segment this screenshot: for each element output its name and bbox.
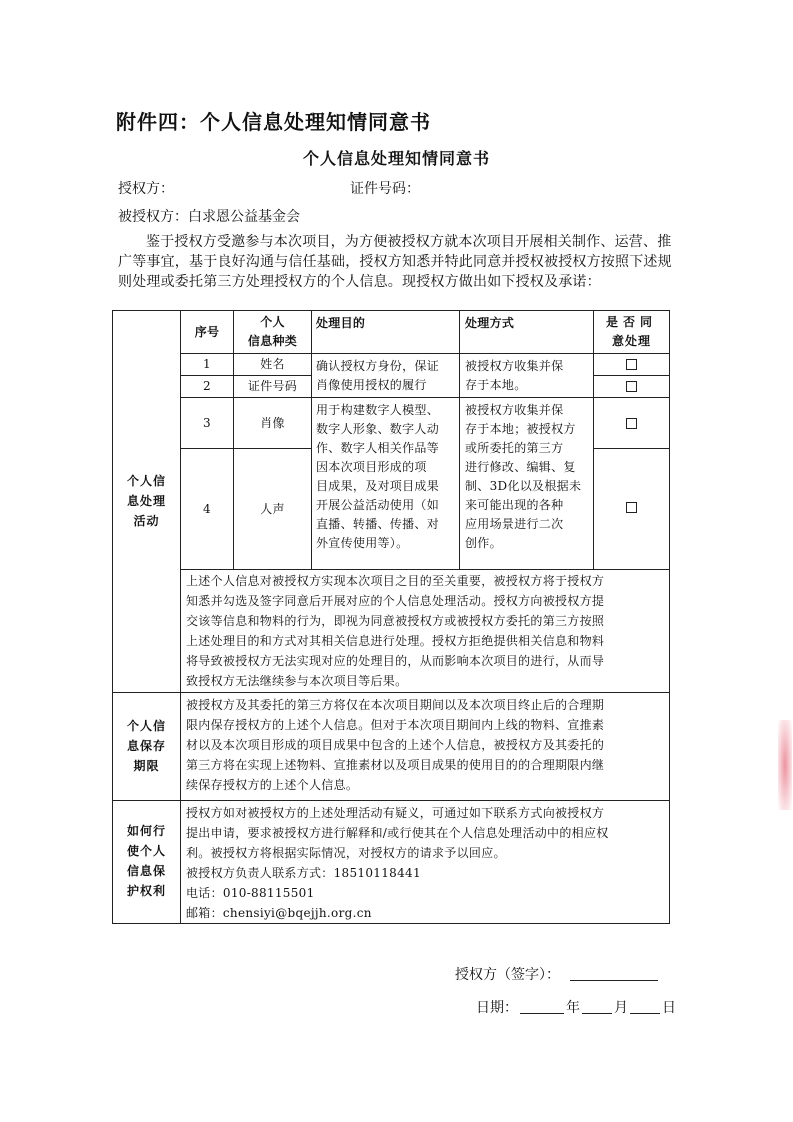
day-label: 日 [662,1000,676,1016]
intro-paragraph: 鉴于授权方受邀参与本次项目，为方便被授权方就本次项目开展相关制作、运营、推广等事宜，基于良好沟通与信任基础，授权方知悉并特此同意并授权被授权方按照下述规则处理或委托第三方处理授权方的个人信息。现授权方做出如下授权及承诺： [118,234,672,290]
row-4-type: 人声 [260,501,285,516]
document-title: 个人信息处理知情同意书 [302,149,490,168]
consent-checkbox-name[interactable] [626,359,637,370]
contact-phone-mobile: 被授权方负责人联系方式：18510118441 [186,866,421,880]
header-info-type: 个人 信息种类 [247,315,298,348]
header-method: 处理方式 [465,316,515,330]
id-number-label: 证件号码： [350,181,420,197]
section-label-rights: 如何行 使个人 信息保 护权利 [126,824,166,898]
consent-checkbox-voice[interactable] [626,502,637,513]
row-2-seq: 2 [203,379,211,393]
purpose-identity: 确认授权方身份，保证 肖像使用授权的履行 [316,359,440,392]
consent-checkbox-portrait[interactable] [626,418,637,429]
row-1-type: 姓名 [260,357,285,371]
header-purpose: 处理目的 [316,316,366,330]
method-store: 被授权方收集并保 存于本地。 [465,359,564,392]
consent-table [112,310,670,924]
authorized-party: 被授权方：白求恩公益基金会 [118,209,300,225]
date-label: 日期： [476,1000,518,1016]
day-line[interactable] [630,1013,660,1014]
contact-email[interactable]: 邮箱：chensiyi@bqejjh.org.cn [186,906,372,920]
month-line[interactable] [582,1013,612,1014]
row-3-seq: 3 [203,415,211,430]
retention-note: 被授权方及其委托的第三方将仅在本次项目期间以及本次项目终止后的合理期 限内保存授权方的上述个人信息。但对于本次项目期间内上线的物料、宣推素 材以及本次项目形成的项目成果中包含的上述个人信息，被授权方及其委托的 第三方将在实现上述物料、宣推素材以及项目成果的使用目的的合理期限内继 续保存授权方的上述个人信息。 [186,698,605,792]
row-2-type: 证件号码 [247,379,298,393]
method-edit: 被授权方收集并保 存于本地；被授权方 或所委托的第三方 进行修改、编辑、复 制、3D化以及根据未 来可能出现的各种 应用场景进行二次 创作。 [465,403,582,550]
row-1-seq: 1 [203,357,211,371]
rights-note: 授权方如对被授权方的上述处理活动有疑义，可通过如下联系方式向被授权方 提出申请，要求被授权方进行解释和/或行使其在个人信息处理活动中的相应权 利。被授权方将根据实际情况，对授权方的请求予以回应。 被授权方负责人联系方式：18510118441 电话：010-88115501 邮箱：chensiyi@bqejjh.org.cn [186,803,666,923]
row-4-seq: 4 [203,501,211,516]
processing-note: 上述个人信息对被授权方实现本次项目之目的至关重要，被授权方将于授权方 知悉并勾选及签字同意后开展对应的个人信息处理活动。授权方向被授权方提 交该等信息和物料的行为，即视为同意被授权方或被授权方委托的第三方按照 上述处理目的和方式对其相关信息进行处理。授权方拒绝提供相关信息和物料 将导致被授权方无法实现对应的处理目的，从而影响本次项目的进行，从而导 致授权方无法继续参与本次项目等后果。 [186,574,605,688]
signature-line[interactable] [570,980,658,981]
contact-phone: 电话：010-88115501 [186,886,315,900]
section-label-processing: 个人信 息处理 活动 [126,474,166,528]
year-line[interactable] [520,1013,564,1014]
month-label: 月 [614,1000,628,1016]
section-label-retention: 个人信 息保存 期限 [126,719,166,773]
authorizer-label: 授权方： [118,181,174,197]
year-label: 年 [566,1000,580,1016]
header-seq: 序号 [194,324,220,339]
page-heading: 附件四：个人信息处理知情同意书 [116,110,431,134]
signature-label: 授权方（签字）： [455,967,560,983]
consent-checkbox-id-number[interactable] [626,381,637,392]
seal-stamp-edge [778,720,792,810]
row-3-type: 肖像 [260,415,285,430]
header-consent: 是否同 意处理 [605,315,657,348]
purpose-digital-human: 用于构建数字人模型、 数字人形象、数字人动 作、数字人相关作品等 因本次项目形成的项 目成果，及对项目成果 开展公益活动使用（如 直播、转播、传播、对 外宣传使用等）。 [316,403,440,550]
